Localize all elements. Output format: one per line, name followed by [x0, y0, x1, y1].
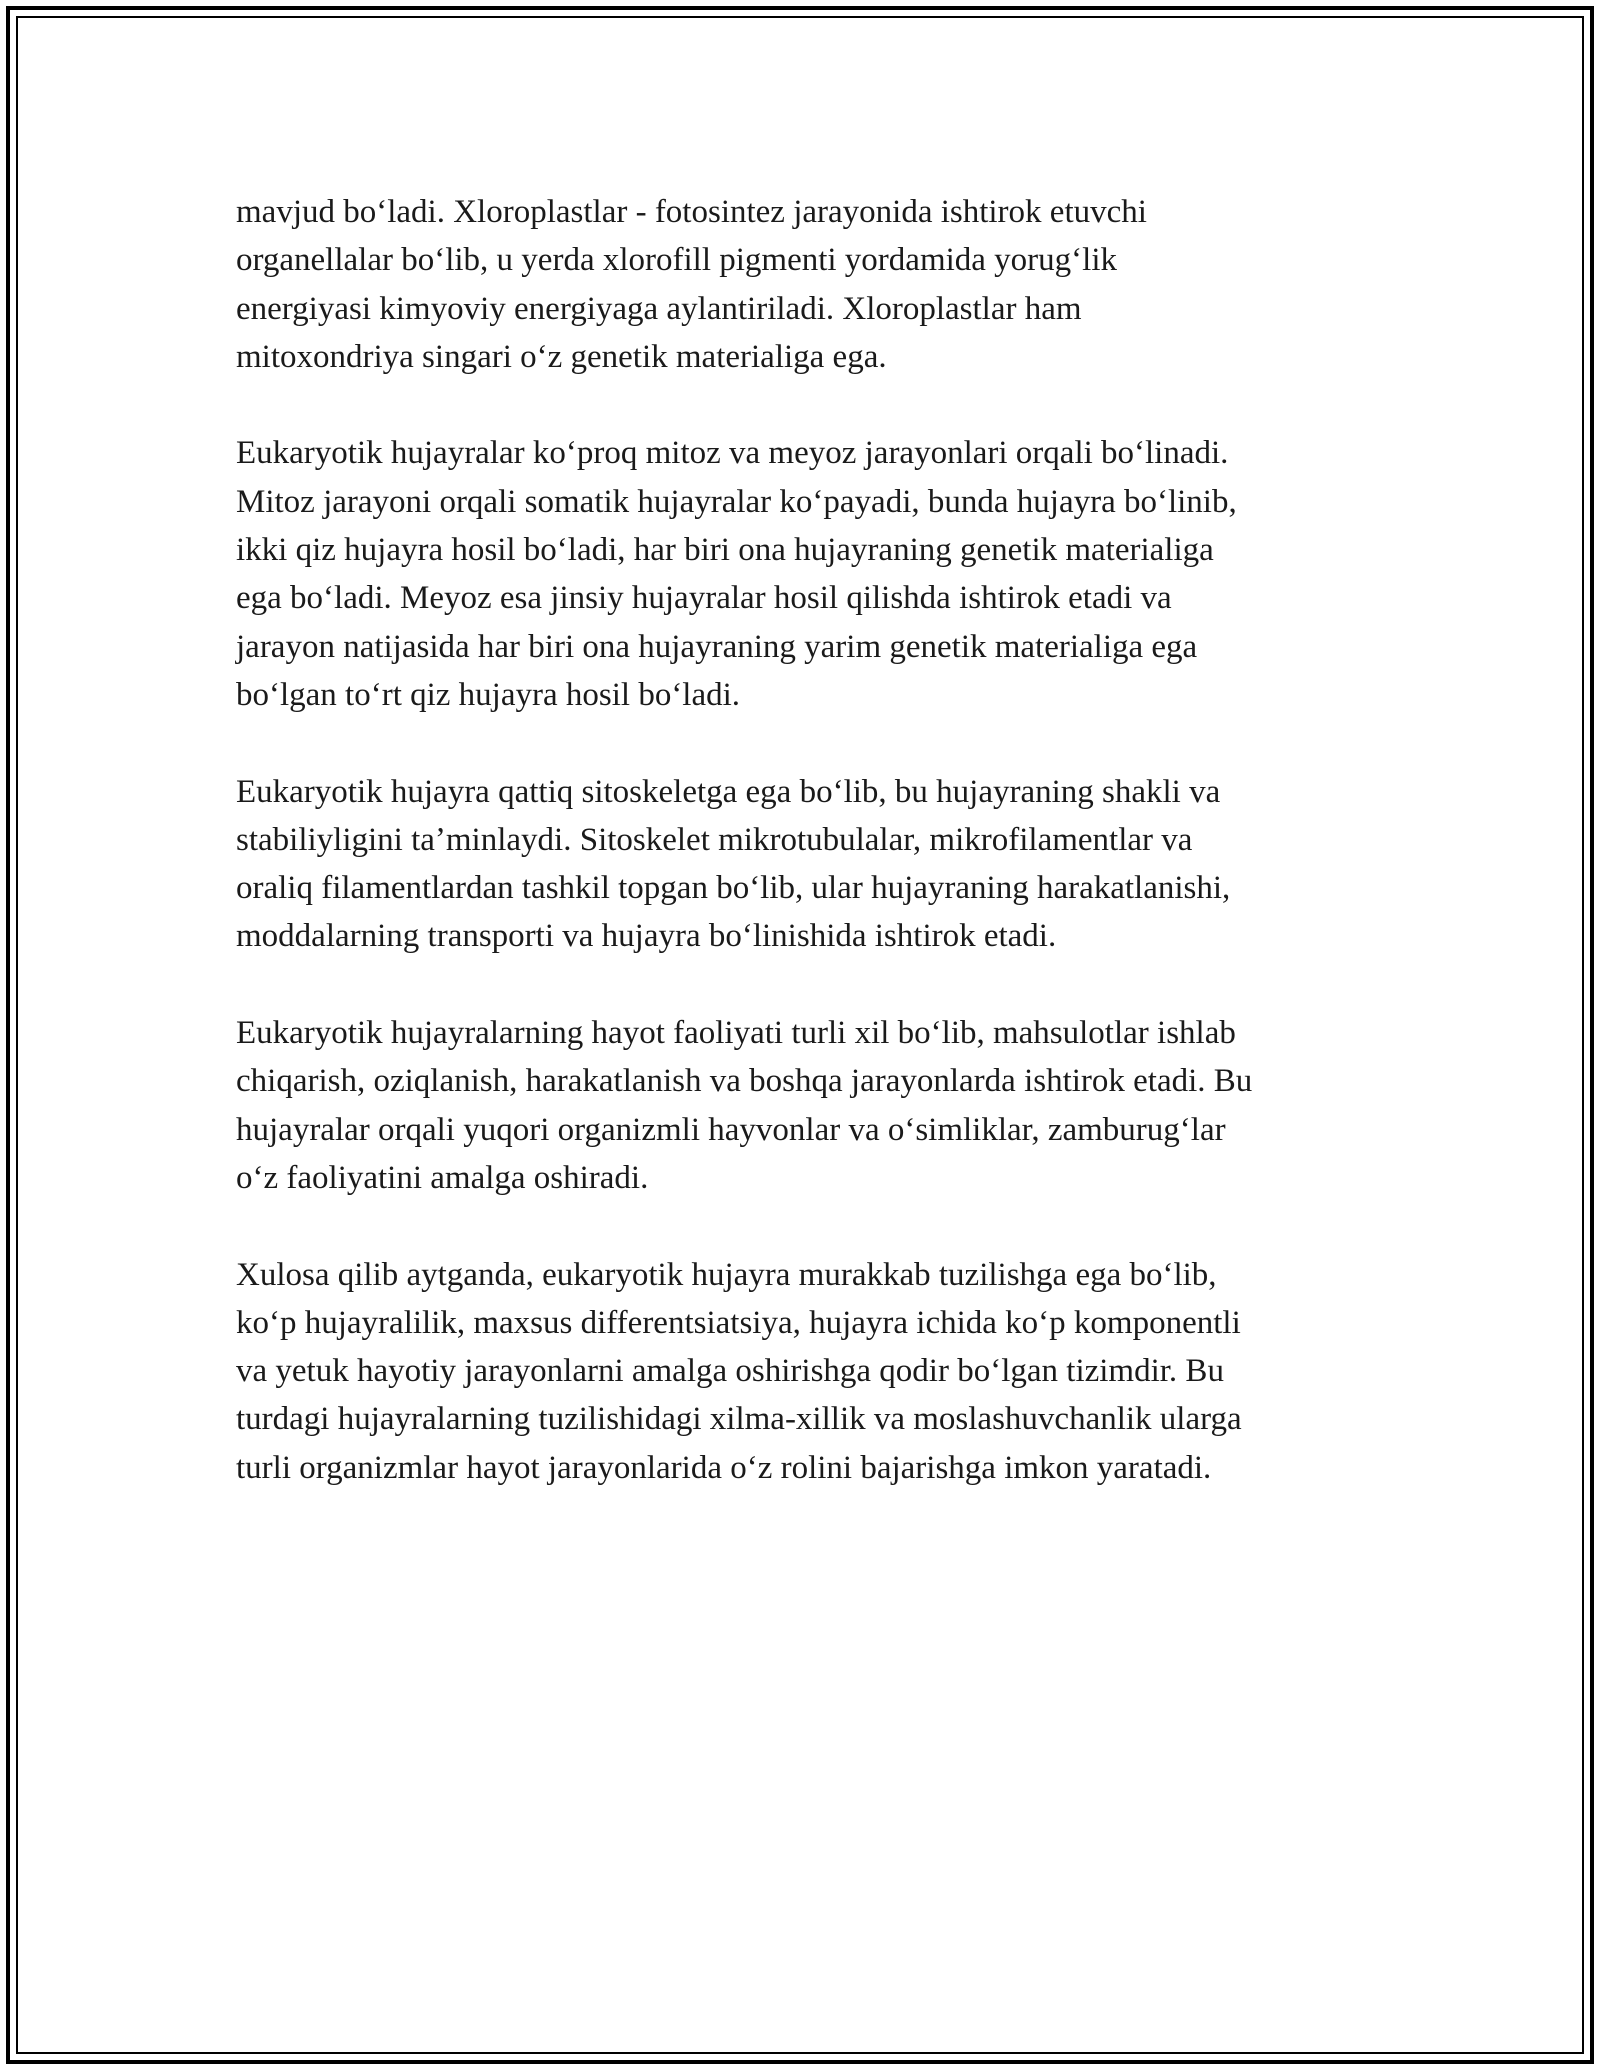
text-line: organellalar boʻlib, u yerda xlorofill pigmenti yordamida yorugʻlik — [236, 242, 1117, 279]
paragraph-conclusion — [236, 1251, 1376, 1492]
text-line: va yetuk hayotiy jarayonlarni amalga oshirishga qodir boʻlgan tizimdir. Bu — [236, 1353, 1224, 1390]
paragraph-cell-division — [236, 429, 1376, 719]
text-line: stabiliyligini taʼminlaydi. Sitoskelet mikrotubulalar, mikrofilamentlar va — [236, 821, 1193, 858]
paragraph-cytoskeleton — [236, 768, 1376, 961]
text-line: Mitoz jarayoni orqali somatik hujayralar koʻpayadi, bunda hujayra boʻlinib, — [236, 483, 1237, 520]
document-body — [236, 188, 1376, 1540]
text-line: mitoxondriya singari oʻz genetik materialiga ega. — [236, 338, 887, 375]
text-line: Eukaryotik hujayralar koʻproq mitoz va meyoz jarayonlari orqali boʻlinadi. — [236, 435, 1229, 472]
text-line: chiqarish, oziqlanish, harakatlanish va boshqa jarayonlarda ishtirok etadi. Bu — [236, 1063, 1253, 1100]
text-line: jarayon natijasida har biri ona hujayraning yarim genetik materialiga ega — [236, 628, 1198, 665]
text-line: ega boʻladi. Meyoz esa jinsiy hujayralar hosil qilishda ishtirok etadi va — [236, 580, 1172, 617]
text-line: Eukaryotik hujayra qattiq sitoskeletga ega boʻlib, bu hujayraning shakli va — [236, 773, 1221, 810]
text-line: turdagi hujayralarning tuzilishidagi xilma-xillik va moslashuvchanlik ularga — [236, 1401, 1242, 1438]
text-line: energiyasi kimyoviy energiyaga aylantiriladi. Xloroplastlar ham — [236, 290, 1082, 327]
text-line: boʻlgan toʻrt qiz hujayra hosil boʻladi. — [236, 676, 741, 713]
text-line: oʻz faoliyatini amalga oshiradi. — [236, 1159, 649, 1196]
text-line: koʻp hujayralilik, maxsus differentsiatsiya, hujayra ichida koʻp komponentli — [236, 1304, 1241, 1341]
text-line: Xulosa qilib aytganda, eukaryotik hujayra murakkab tuzilishga ega boʻlib, — [236, 1256, 1217, 1293]
text-line: turli organizmlar hayot jarayonlarida oʻz rolini bajarishga imkon yaratadi. — [236, 1449, 1212, 1486]
text-line: moddalarning transporti va hujayra boʻlinishida ishtirok etadi. — [236, 918, 1057, 955]
text-line: Eukaryotik hujayralarning hayot faoliyati turli xil boʻlib, mahsulotlar ishlab — [236, 1015, 1236, 1052]
text-line: oraliq filamentlardan tashkil topgan boʻlib, ular hujayraning harakatlanishi, — [236, 870, 1231, 907]
paragraph-chloroplasts — [236, 188, 1376, 381]
paragraph-life-activity — [236, 1009, 1376, 1202]
text-line: mavjud boʻladi. Xloroplastlar - fotosintez jarayonida ishtirok etuvchi — [236, 194, 1147, 230]
text-line: hujayralar orqali yuqori organizmli hayvonlar va oʻsimliklar, zamburugʻlar — [236, 1111, 1226, 1148]
text-line: ikki qiz hujayra hosil boʻladi, har biri ona hujayraning genetik materialiga — [236, 532, 1214, 569]
